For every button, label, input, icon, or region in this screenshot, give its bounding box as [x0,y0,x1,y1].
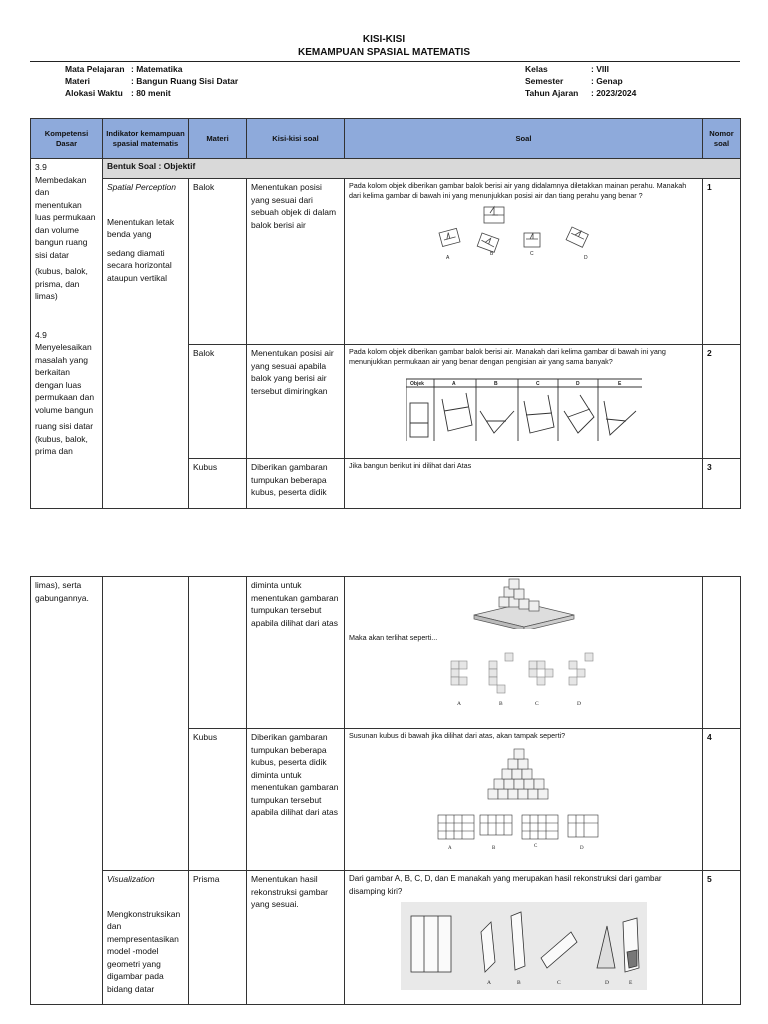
fig3-label-a: A [456,701,461,707]
top-view-options-figure [449,647,599,709]
kd-text-1: Membedakan dan menentukan luas permukaan dan volume bangun ruang sisi datar [35,174,96,260]
fig1-label-b: B [489,251,493,257]
indicator-cell-2 [103,871,189,1005]
materi-cell: Kubus [189,459,247,509]
meta-material: Materi : Bangun Ruang Sisi Datar [65,76,239,86]
indicator-1-desc-a: Menentukan letak benda yang [107,216,175,239]
fig5-label-d: D [604,980,609,986]
fig2-label-c: C [535,381,540,387]
cube-stack-figure [469,577,579,629]
kisi-cell: Menentukan posisi yang sesuai dari sebuah objek di dalam balok berisi air [247,179,345,345]
fig1-label-a: A [445,255,449,261]
nomor-cell: 4 [703,729,741,871]
kisi-cell: diminta untuk menentukan gambaran tumpukan tersebut apabila dilihat dari atas [247,577,345,729]
nomor-cell: 5 [703,871,741,1005]
doc-title-2: KEMAMPUAN SPASIAL MATEMATIS [297,47,471,58]
kd-extra-2: ruang sisi datar (kubus, balok, prima dan [35,421,94,456]
top-view-grid-options [436,813,612,853]
kisi-cell: Menentukan posisi air yang sesuai apabila balok yang berisi air tersebut dimiringkan [247,345,345,459]
soal-cell [345,179,703,345]
soal-text-4: Susunan kubus di bawah jika dilihat dari atas, akan tampak seperti? [349,731,566,740]
fig4-label-a: A [447,846,452,851]
fig5-label-a: A [486,980,491,986]
indicator-1-name: Spatial Perception [107,182,176,192]
fig4-label-c: C [533,844,537,849]
indicator-2-desc: Mengkonstruksikan dan mempresentasikan model -model geometri yang digambar pada bidang datar [107,908,181,994]
meta-subject: Mata Pelajaran : Matematika [65,64,183,74]
bentuk-soal-band: Bentuk Soal : Objektif [103,159,741,179]
soal-cell [345,871,703,1005]
tilted-box-figure [406,371,642,443]
meta-semester: Semester : Genap [525,76,623,86]
indicator-1-desc-b: sedang diamati secara horizontal ataupun vertikal [107,247,172,283]
fig4-label-b: B [491,846,495,851]
prism-reconstruction-figure [401,902,647,990]
fig4-label-d: D [579,846,584,851]
meta-class: Kelas : VIII [525,64,609,74]
cube-pyramid-figure [484,745,564,809]
fig5-label-b: B [516,980,521,986]
fig3-label-d: D [576,701,581,707]
materi-cell: Balok [189,179,247,345]
boat-in-box-figure [424,205,624,265]
header-kd: Kompetensi Dasar [31,119,103,159]
meta-year: Tahun Ajaran : 2023/2024 [525,88,637,98]
kd-code-2: 4.9 [35,329,47,340]
header-nomor: Nomor soal [703,119,741,159]
header-soal: Soal [345,119,703,159]
materi-cell: Balok [189,345,247,459]
soal-text-5: Dari gambar A, B, C, D, dan E manakah yang merupakan hasil rekonstruksi dari gambar disamping kiri? [349,874,662,896]
table-header-row [31,119,741,159]
nomor-cell: 2 [703,345,741,459]
table-row [31,871,741,1005]
nomor-cell: 3 [703,459,741,509]
indicator-cell-cont [103,577,189,871]
soal-text-1: Pada kolom objek diberikan gambar balok berisi air yang didalamnya diletakkan mainan perahu. Manakah dari kelima gambar di bawah ini yang menunjukkan posisi air dan tiang perahu yang benar ? [349,181,687,200]
soal-cell [345,345,703,459]
soal-text-2: Pada kolom objek diberikan gambar balok berisi air. Manakah dari kelima gambar di bawah ini yang menunjukkan permukaan air yang benar dengan pengisian air yang sama banyak? [349,347,666,366]
soal-cell: Jika bangun berikut ini dilihat dari Atas [345,459,703,509]
kisi-cell: Diberikan gambaran tumpukan beberapa kubus, peserta didik diminta untuk menentukan gambaran tumpukan tersebut apabila dilihat dari atas [247,729,345,871]
fig2-label-e: E [617,381,621,387]
indicator-cell-1 [103,179,189,509]
header-kisi: Kisi-kisi soal [247,119,345,159]
indicator-2-name: Visualization [107,874,155,884]
fig2-label-b: B [493,381,498,387]
grid-table-2 [30,576,741,1005]
kisi-cell: Menentukan hasil rekonstruksi gambar yang sesuai. [247,871,345,1005]
kd-cell-cont: limas), serta gabungannya. [31,577,103,1005]
fig2-label-a: A [451,381,456,387]
meta-right [525,63,725,99]
meta-left [65,63,365,99]
kisi-cell: Diberikan gambaran tumpukan beberapa kubus, peserta didik [247,459,345,509]
fig1-label-c: C [529,251,534,257]
fig1-label-d: D [583,255,588,261]
soal-cell [345,577,703,729]
kd-text-2: Menyelesaikan masalah yang berkaitan dengan luas permukaan dan volume bangun [35,342,95,415]
materi-cell [189,577,247,729]
fig3-label-b: B [498,701,503,707]
nomor-cell [703,577,741,729]
title-rule [30,61,740,62]
soal-cell [345,729,703,871]
soal-text-3-cont: Maka akan terlihat seperti... [349,633,438,642]
nomor-cell: 1 [703,179,741,345]
fig2-label-d: D [575,381,580,387]
kd-extra-1: (kubus, balok, prisma, dan limas) [35,266,88,301]
header-indicator: Indikator kemampuan spasial matematis [103,119,189,159]
header-materi: Materi [189,119,247,159]
materi-cell: Kubus [189,729,247,871]
fig5-label-e: E [628,980,632,986]
kd-cell [31,159,103,509]
grid-table-1 [30,118,741,509]
fig3-label-c: C [534,701,539,707]
doc-title-1: KISI-KISI [362,34,406,45]
table-row [31,577,741,729]
table-row [31,179,741,345]
meta-time: Alokasi Waktu : 80 menit [65,88,171,98]
materi-cell: Prisma [189,871,247,1005]
fig2-label-obj: Objek [409,381,424,387]
kd-code-1: 3.9 [35,162,47,172]
fig5-label-c: C [556,980,561,986]
